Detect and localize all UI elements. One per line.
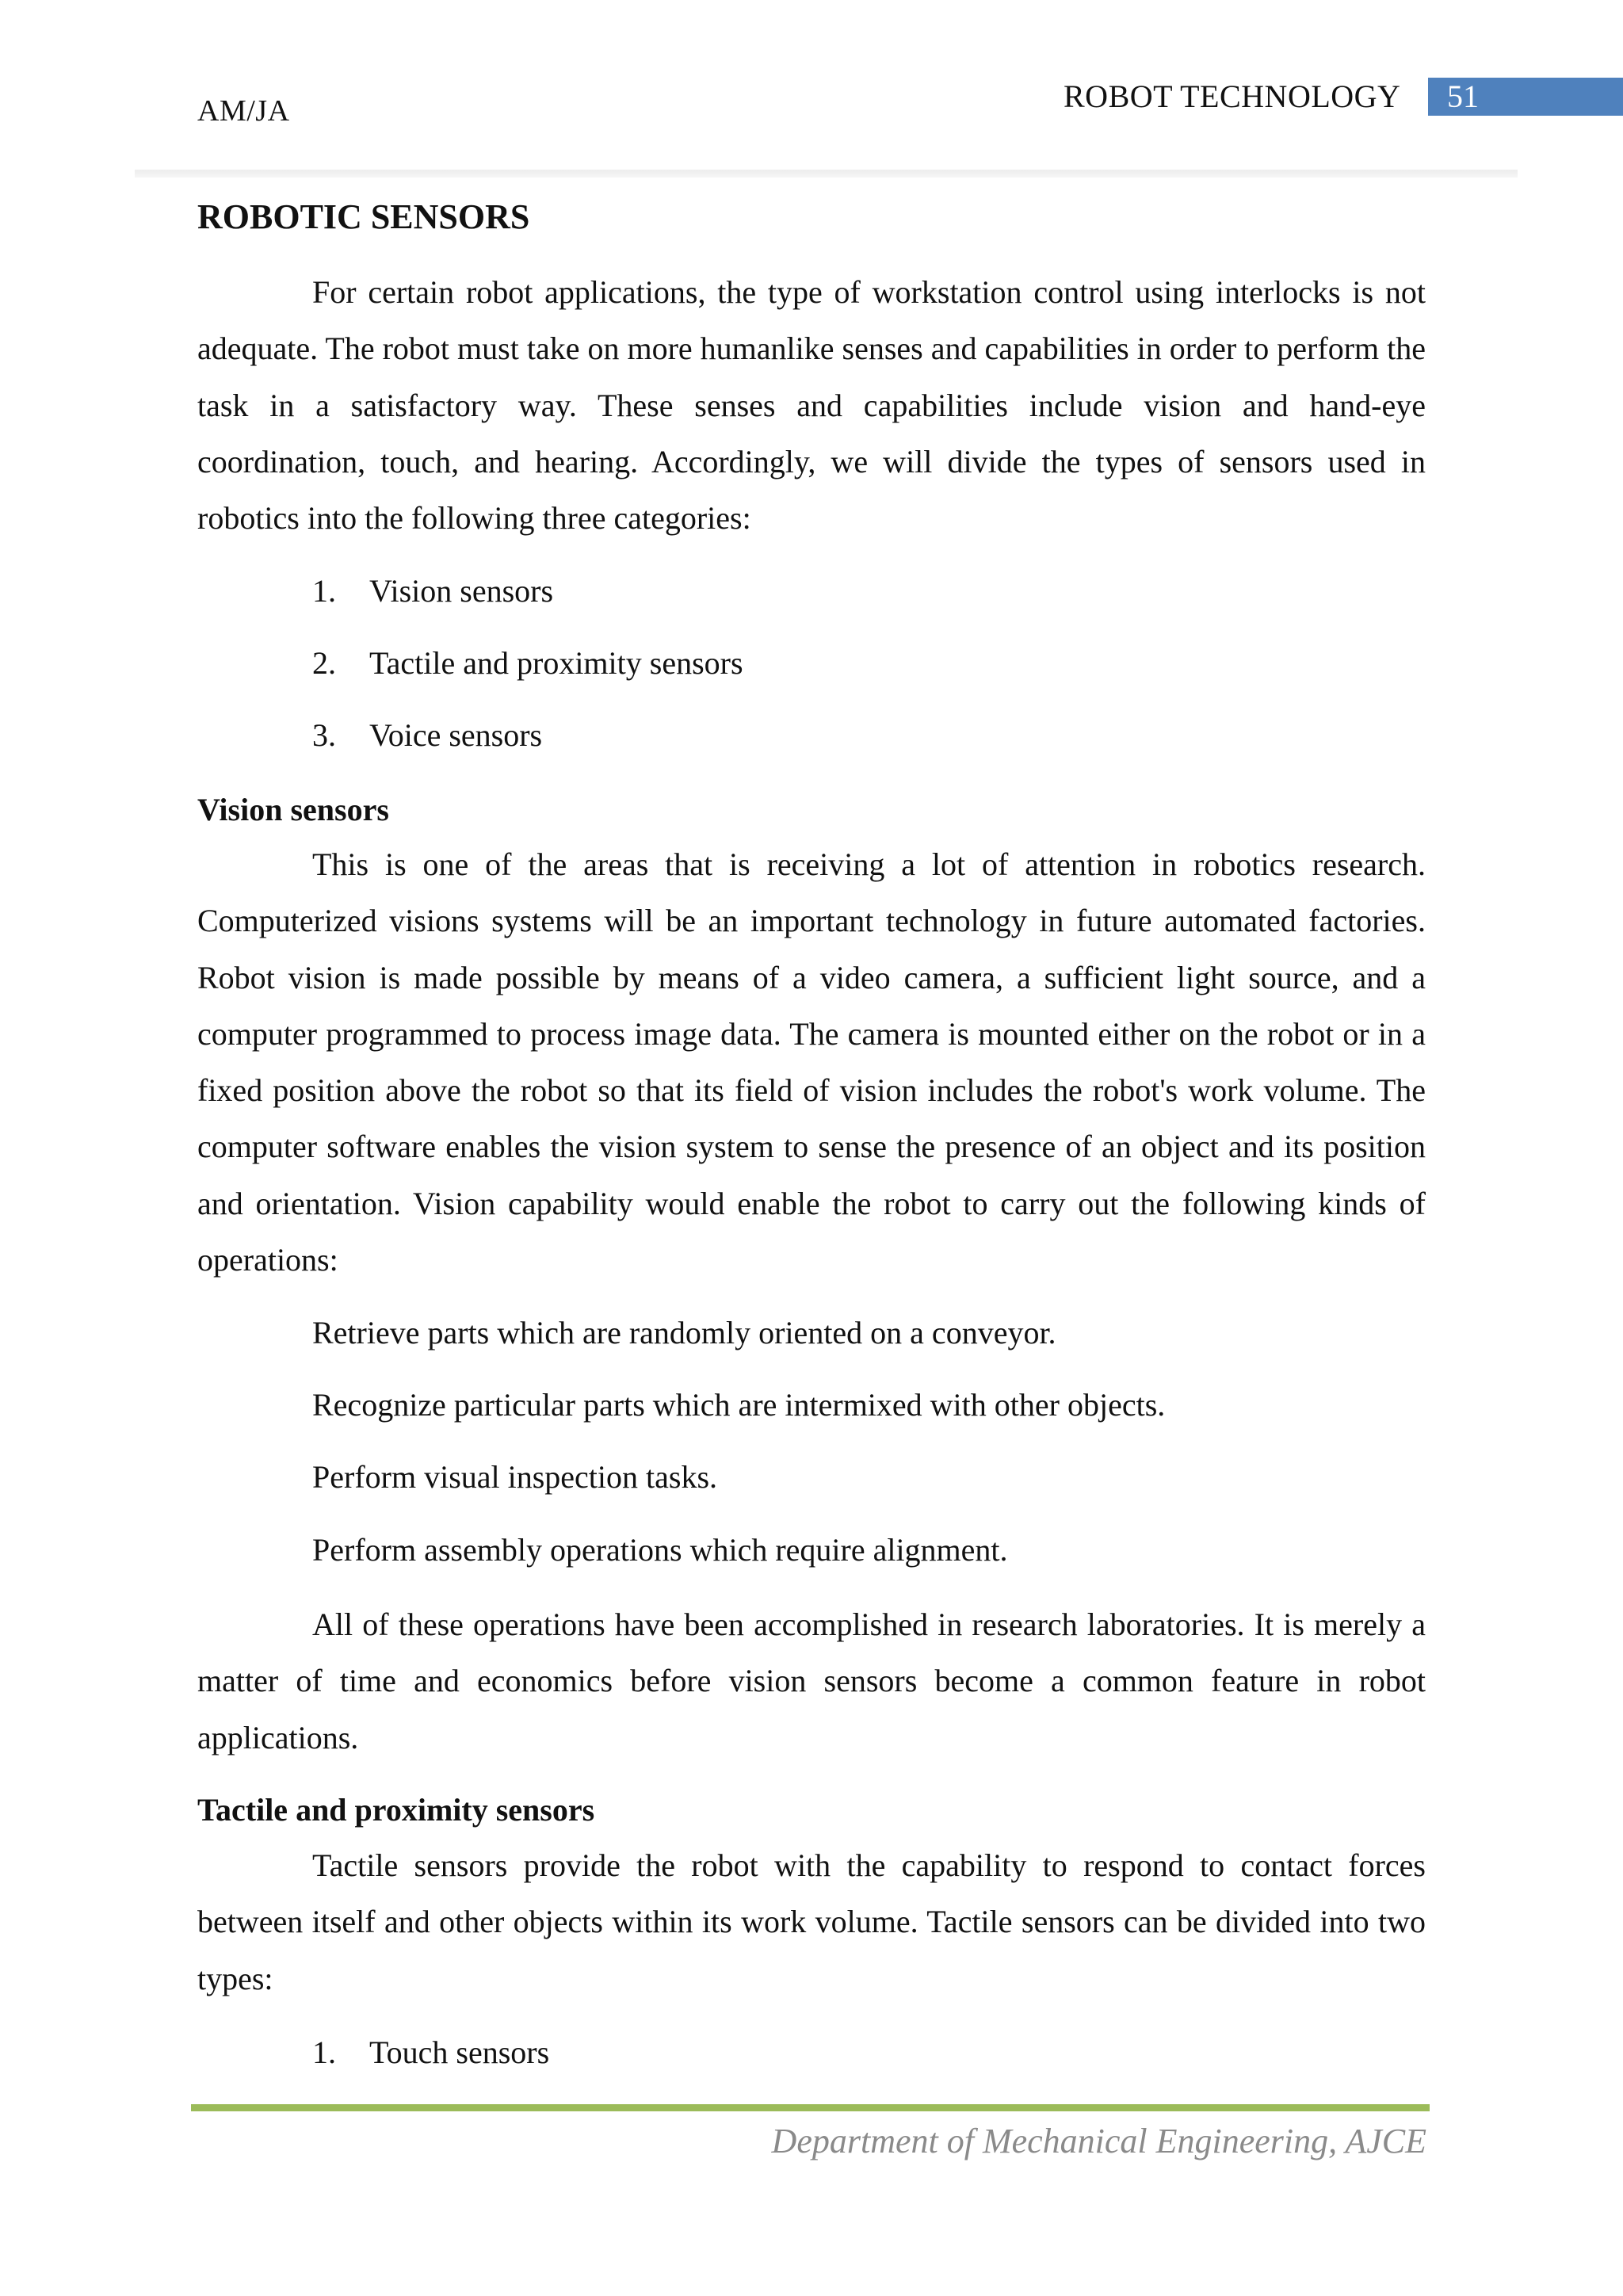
header-author-initials: AM/JA — [197, 94, 290, 128]
header-course-title: ROBOT TECHNOLOGY — [1064, 78, 1401, 114]
operation-list-item: Perform visual inspection tasks. — [312, 1459, 718, 1495]
list-label: Voice sensors — [369, 717, 543, 753]
section-title: ROBOTIC SENSORS — [197, 197, 530, 236]
operation-list-item: Recognize particular parts which are intermixed with other objects. — [312, 1387, 1166, 1423]
operation-list-item: Perform assembly operations which require alignment. — [312, 1532, 1008, 1568]
list-number: 1. — [312, 2034, 336, 2070]
category-list-item — [312, 716, 542, 754]
category-list-item — [312, 644, 743, 682]
tactile-type-list-item — [312, 2034, 549, 2071]
vision-sensors-heading: Vision sensors — [197, 792, 389, 827]
list-number: 1. — [312, 573, 336, 609]
intro-paragraph: For certain robot applications, the type of workstation control using interlocks is not adequate. The robot must take on more humanlike senses and capabilities in order to perform the task in a satisfactory way. These senses and capabilities include vision and hand-eye coordination, touch, and hearing. Accordingly, we will divide the types of sensors used in robotics into the following three categories: — [197, 274, 1426, 537]
category-list-item — [312, 572, 553, 609]
list-number: 3. — [312, 717, 336, 753]
list-label: Vision sensors — [369, 573, 554, 609]
tactile-sensors-heading: Tactile and proximity sensors — [197, 1792, 595, 1828]
list-number: 2. — [312, 645, 336, 681]
page-number: 51 — [1447, 78, 1479, 114]
vision-sensors-paragraph: This is one of the areas that is receiving a lot of attention in robotics research. Computerized visions systems will be an important technology in future automated factories. Robot vision is made possible by means of a video camera, a sufficient light source, and a computer programmed to process image data. The camera is mounted either on the robot or in a fixed position above the robot so that its field of vision includes the robot's work volume. The computer software enables the vision system to sense the presence of an object and its position and orientation. Vision capability would enable the robot to carry out the following kinds of operations: — [197, 846, 1426, 1278]
vision-closing-paragraph: All of these operations have been accomplished in research laboratories. It is merely a matter of time and economics before vision sensors become a common feature in robot applications. — [197, 1606, 1426, 1755]
list-label: Tactile and proximity sensors — [369, 645, 743, 681]
footer-divider — [191, 2104, 1430, 2111]
operation-list-item: Retrieve parts which are randomly oriented on a conveyor. — [312, 1315, 1056, 1350]
footer-department: Department of Mechanical Engineering, AJCE — [771, 2122, 1426, 2160]
list-label: Touch sensors — [369, 2034, 550, 2070]
tactile-sensors-paragraph: Tactile sensors provide the robot with the capability to respond to contact forces between itself and other objects within its work volume. Tactile sensors can be divided into two types: — [197, 1847, 1426, 1996]
header-divider — [135, 170, 1518, 178]
